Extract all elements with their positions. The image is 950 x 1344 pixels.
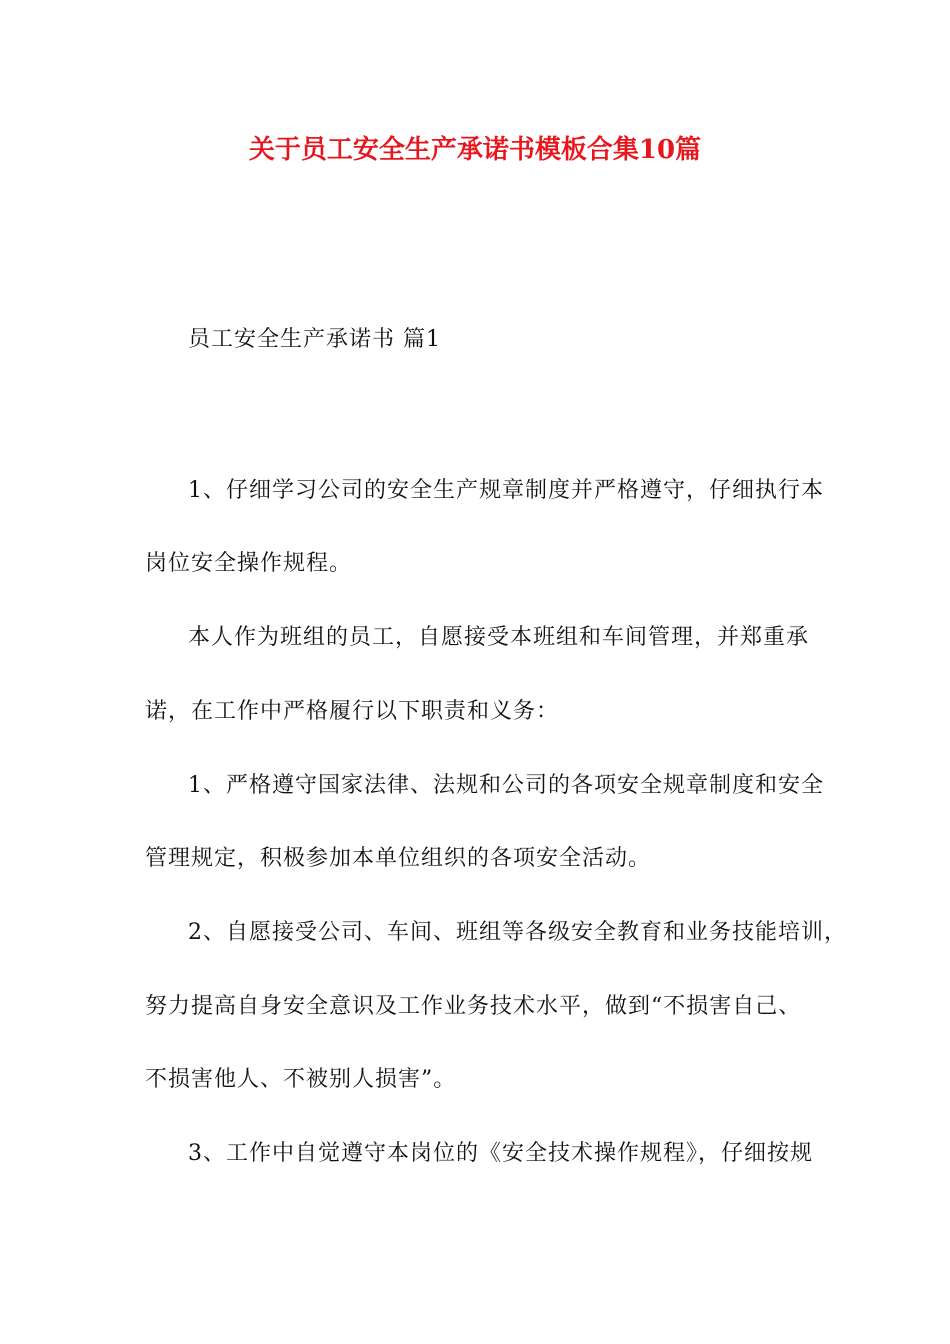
document-title: 关于员工安全生产承诺书模板合集10篇: [248, 135, 702, 165]
body-line: 岗位安全操作规程。: [145, 551, 353, 576]
body-line: 1、仔细学习公司的安全生产规章制度并严格遵守，仔细执行本: [188, 478, 824, 503]
body-line: 2、自愿接受公司、车间、班组等各级安全教育和业务技能培训，: [188, 920, 847, 945]
body-line: 1、严格遵守国家法律、法规和公司的各项安全规章制度和安全: [188, 773, 824, 798]
body-line: 管理规定，积极参加本单位组织的各项安全活动。: [145, 846, 652, 871]
body-line: 努力提高自身安全意识及工作业务技术水平，做到“不损害自己、: [145, 994, 802, 1019]
body-line: 3、工作中自觉遵守本岗位的《安全技术操作规程》，仔细按规: [188, 1141, 813, 1166]
section-heading: 员工安全生产承诺书 篇1: [188, 327, 441, 352]
body-line: 诺，在工作中严格履行以下职责和义务：: [145, 699, 560, 724]
body-line: 本人作为班组的员工，自愿接受本班组和车间管理，并郑重承: [188, 625, 810, 650]
body-line: 不损害他人、不被别人损害”。: [145, 1067, 457, 1092]
